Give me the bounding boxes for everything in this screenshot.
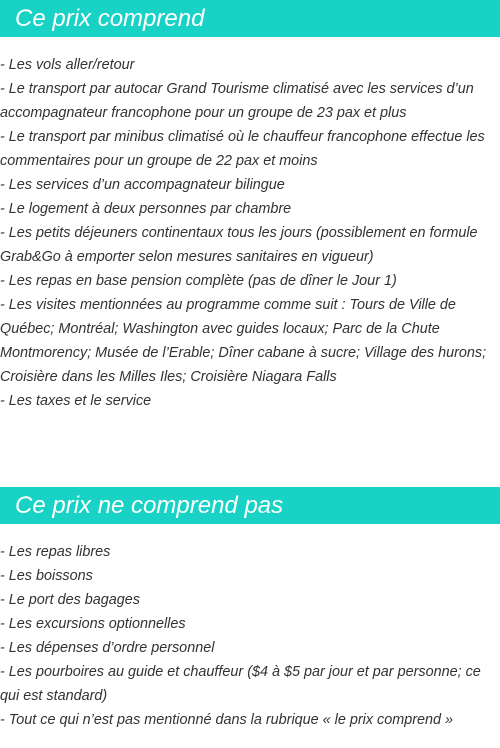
list-item: - Les dépenses d’ordre personnel <box>0 640 215 656</box>
list-item: - Les vols aller/retour <box>0 57 135 73</box>
list-item: - Le logement à deux personnes par chambre <box>0 201 292 217</box>
list-item: - Les pourboires au guide et chauffeur ($4 à $5 par jour et par personne; ce qui est standard) <box>0 664 481 704</box>
list-item: - Les taxes et le service <box>0 393 152 409</box>
excluded-list <box>0 540 500 732</box>
list-item: - Les visites mentionnées au programme comme suit : Tours de Ville de Québec; Montréal; Washington avec guides locaux; Parc de la Chute Montmorency; Musée de l’Erable; Dîner cabane à sucre; Village des hurons; Croisière dans les Milles Iles; Croisière Niagara Falls <box>0 297 487 385</box>
list-item: - Le transport par autocar Grand Tourisme climatisé avec les services d’un accompagnateur francophone pour un groupe de 23 pax et plus <box>0 81 474 121</box>
list-item: - Le port des bagages <box>0 592 141 608</box>
list-item: - Le transport par minibus climatisé où le chauffeur francophone effectue les commentaires pour un groupe de 22 pax et moins <box>0 129 485 169</box>
list-item: - Les repas en base pension complète (pas de dîner le Jour 1) <box>0 273 397 289</box>
excluded-section <box>0 487 500 732</box>
included-header <box>0 0 500 37</box>
excluded-header <box>0 487 500 524</box>
list-item: - Les services d’un accompagnateur bilingue <box>0 177 285 193</box>
excluded-title: Ce prix ne comprend pas <box>15 491 284 519</box>
included-title: Ce prix comprend <box>15 4 205 32</box>
list-item: - Les repas libres <box>0 544 111 560</box>
included-list <box>0 53 500 413</box>
list-item: - Tout ce qui n’est pas mentionné dans la rubrique « le prix comprend » <box>0 712 454 728</box>
list-item: - Les excursions optionnelles <box>0 616 186 632</box>
list-item: - Les petits déjeuners continentaux tous les jours (possiblement en formule Grab&Go à emporter selon mesures sanitaires en vigueur) <box>0 225 478 265</box>
list-item: - Les boissons <box>0 568 93 584</box>
